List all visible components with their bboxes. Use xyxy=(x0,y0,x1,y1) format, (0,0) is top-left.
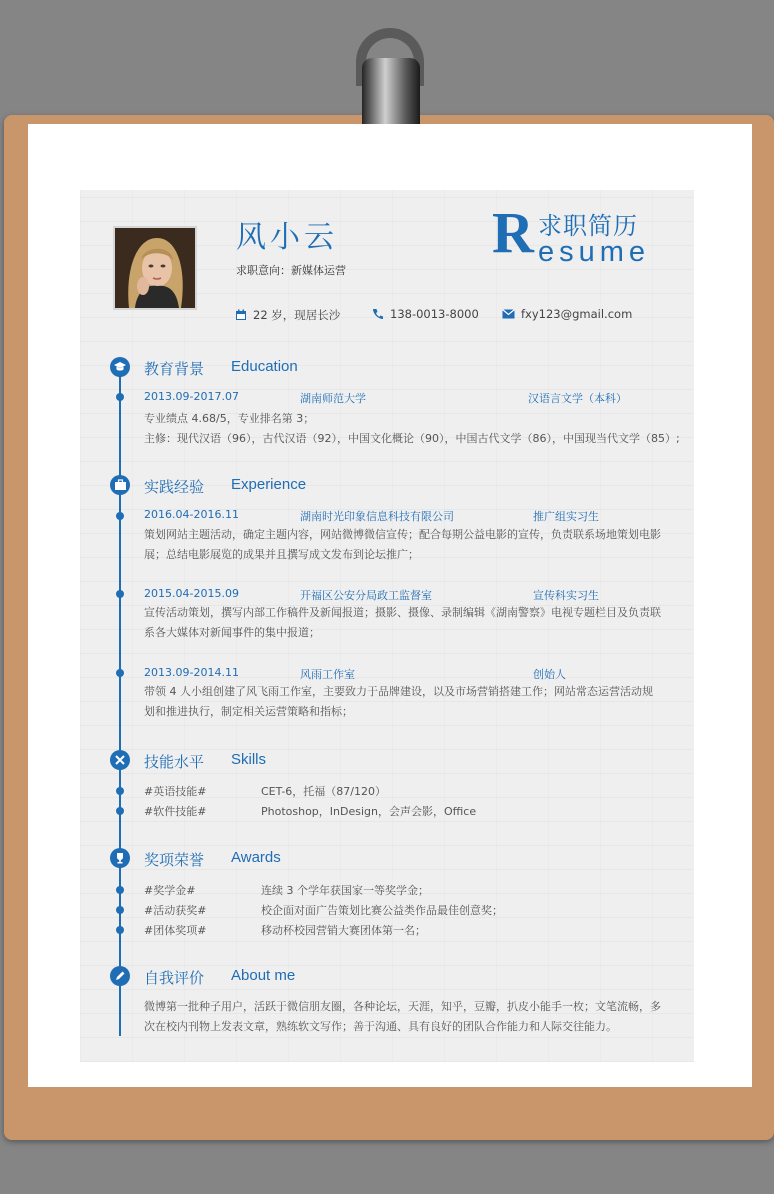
education-school: 湖南师范大学 xyxy=(300,392,366,405)
education-major: 汉语言文学（本科） xyxy=(528,392,627,405)
award-value: 校企面对面广告策划比赛公益类作品最佳创意奖； xyxy=(261,904,503,917)
job-intent: 求职意向：新媒体运营 xyxy=(236,264,346,277)
calendar-icon xyxy=(235,309,247,321)
exp-period: 2016.04-2016.11 xyxy=(144,508,239,521)
logo-letter-r: R xyxy=(492,200,534,265)
award-label: #团体奖项# xyxy=(144,924,207,937)
education-gpa: 专业绩点 4.68/5，专业排名第 3； xyxy=(144,412,315,425)
exp-description: 宣传活动策划，撰写内部工作稿件及新闻报道；摄影、摄像、录制编辑《湖南警察》电视专题栏目及负责联系各大媒体对新闻事件的集中报道； xyxy=(144,606,661,639)
tools-icon xyxy=(110,750,130,770)
skill-value: CET-6，托福（87/120） xyxy=(261,785,387,798)
briefcase-icon xyxy=(110,475,130,495)
exp-org: 风雨工作室 xyxy=(300,668,355,681)
trophy-icon xyxy=(110,848,130,868)
candidate-name: 风小云 xyxy=(236,220,338,255)
education-courses: 主修：现代汉语（96），古代汉语（92），中国文化概论（90），中国古代文学（86），中国现当代文学（85）; xyxy=(144,432,680,445)
exp-description: 策划网站主题活动，确定主题内容，网站微博微信宣传；配合每期公益电影的宣传，负责联系场地策划电影展；总结电影展览的成果并且撰写成文发布到论坛推广； xyxy=(144,528,661,561)
skill-label: #软件技能# xyxy=(144,805,207,818)
about-title-cn: 自我评价 xyxy=(144,969,205,987)
exp-role: 宣传科实习生 xyxy=(533,589,599,602)
experience-title-en: Experience xyxy=(231,476,307,493)
graduation-cap-icon xyxy=(110,357,130,377)
exp-period: 2015.04-2015.09 xyxy=(144,587,239,600)
logo-title-en: esume xyxy=(538,236,651,268)
award-value: 移动杯校园营销大赛团体第一名； xyxy=(261,924,426,937)
timeline-dot xyxy=(116,669,124,677)
timeline-dot xyxy=(116,906,124,914)
avatar-photo xyxy=(113,226,197,310)
awards-title-cn: 奖项荣誉 xyxy=(144,851,205,869)
award-value: 连续 3 个学年获国家一等奖学金； xyxy=(261,884,429,897)
experience-title-cn: 实践经验 xyxy=(144,478,205,496)
exp-description: 带领 4 人小组创建了风飞雨工作室，主要致力于品牌建设，以及市场营销搭建工作；网站常态运营活动规划和推进执行，制定相关运营策略和指标； xyxy=(144,685,653,718)
awards-title-en: Awards xyxy=(231,849,281,866)
pencil-icon xyxy=(110,966,130,986)
award-label: #活动获奖# xyxy=(144,904,207,917)
skill-label: #英语技能# xyxy=(144,785,207,798)
exp-role: 创始人 xyxy=(533,668,566,681)
about-title-en: About me xyxy=(231,967,296,984)
exp-org: 湖南时光印象信息科技有限公司 xyxy=(300,510,454,523)
education-title-en: Education xyxy=(231,358,298,375)
skills-title-cn: 技能水平 xyxy=(144,753,205,771)
timeline-line xyxy=(119,358,121,1036)
timeline-dot xyxy=(116,787,124,795)
info-age-location xyxy=(235,307,340,323)
phone-text: 138-0013-8000 xyxy=(390,307,479,321)
exp-period: 2013.09-2014.11 xyxy=(144,666,239,679)
info-phone xyxy=(372,307,479,321)
phone-icon xyxy=(372,308,384,320)
info-email xyxy=(502,307,632,321)
age-location-text: 22 岁，现居长沙 xyxy=(253,308,341,322)
timeline-dot xyxy=(116,393,124,401)
timeline-dot xyxy=(116,512,124,520)
logo-title-cn: 求职简历 xyxy=(538,212,638,240)
education-period: 2013.09-2017.07 xyxy=(144,390,239,403)
about-text: 微博第一批种子用户，活跃于微信朋友圈，各种论坛，天涯，知乎，豆瓣，扒皮小能手一枚；文笔流畅，多次在校内刊物上发表文章，熟练软文写作；善于沟通、具有良好的团队合作能力和人际交往能力。 xyxy=(144,1000,661,1033)
exp-role: 推广组实习生 xyxy=(533,510,599,523)
education-title-cn: 教育背景 xyxy=(144,360,205,378)
mail-icon xyxy=(502,309,515,319)
award-label: #奖学金# xyxy=(144,884,196,897)
email-text: fxy123@gmail.com xyxy=(521,307,633,321)
skills-title-en: Skills xyxy=(231,751,267,768)
timeline-dot xyxy=(116,807,124,815)
timeline-dot xyxy=(116,926,124,934)
exp-org: 开福区公安分局政工监督室 xyxy=(300,589,432,602)
skill-value: Photoshop，InDesign，会声会影，Office xyxy=(261,805,477,818)
resume-logo xyxy=(492,200,662,272)
timeline-dot xyxy=(116,590,124,598)
timeline-dot xyxy=(116,886,124,894)
